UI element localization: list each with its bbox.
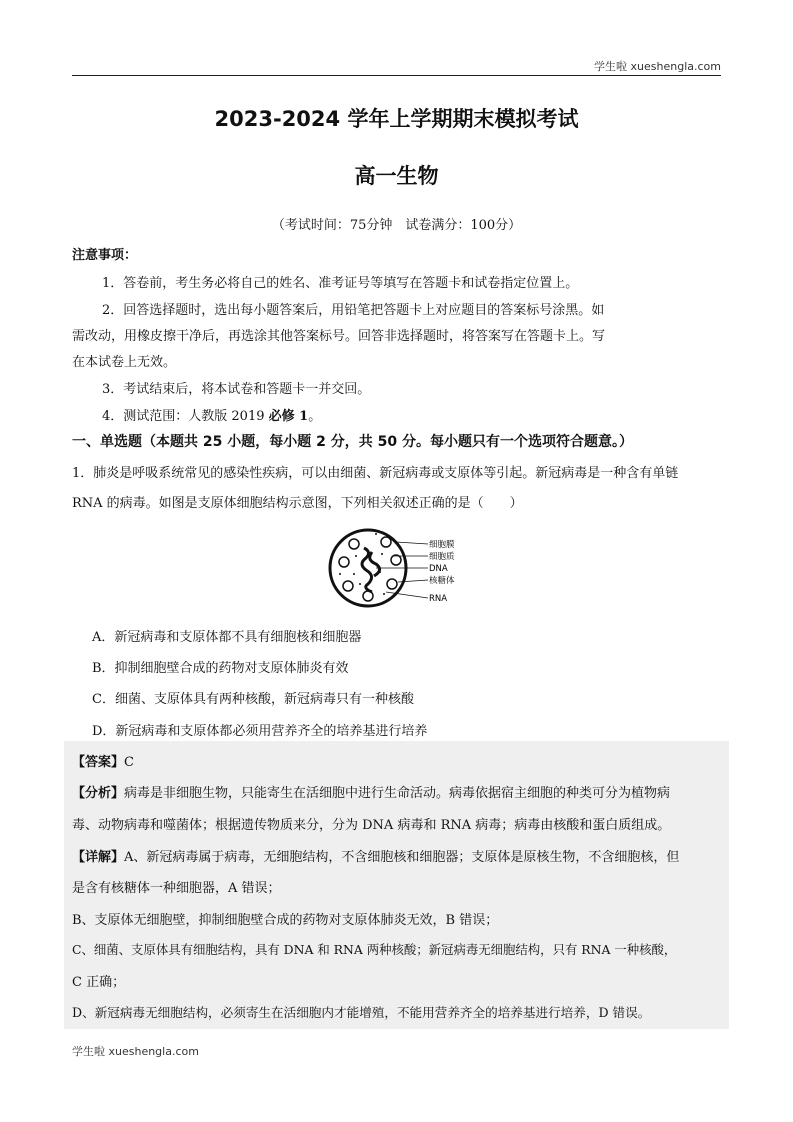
q1-answer <box>72 751 134 770</box>
footer-site: 学生啦 xueshengla.com <box>72 1045 199 1058</box>
exam-info: （考试时间：75分钟 试卷满分：100分） <box>271 218 522 233</box>
label-membrane: 细胞膜 <box>429 540 455 550</box>
label-ribosome: 核糖体 <box>429 576 455 586</box>
q1-detail-line-2: 是含有核糖体一种细胞器，A 错误； <box>72 881 281 896</box>
q1-detail-line-3: B、支原体无细胞壁，抑制细胞壁合成的药物对支原体肺炎无效，B 错误； <box>72 913 499 928</box>
q1-detail-line-4: C、细菌、支原体具有细胞结构，具有 DNA 和 RNA 两种核酸；新冠病毒无细胞结构，只有 RNA 一种核酸， <box>72 942 677 957</box>
header-rule <box>72 75 721 76</box>
mycoplasma-diagram <box>326 526 466 610</box>
q1-option-c: C．细菌、支原体具有两种核酸，新冠病毒只有一种核酸 <box>92 692 414 707</box>
label-cytoplasm: 细胞质 <box>429 552 455 562</box>
notes-item-4 <box>102 405 321 424</box>
q1-stem-line-1: 1．肺炎是呼吸系统常见的感染性疾病，可以由细菌、新冠病毒或支原体等引起。新冠病毒是一种含有单链 <box>72 466 679 481</box>
notes-item-1: 1．答卷前，考生务必将自己的姓名、准考证号等填写在答题卡和试卷指定位置上。 <box>102 276 579 291</box>
q1-detail-line-1 <box>72 846 679 865</box>
detail-label: 【详解】 <box>72 850 125 865</box>
q1-option-d: D．新冠病毒和支原体都必须用营养齐全的培养基进行培养 <box>92 724 428 739</box>
label-rna: RNA <box>429 594 448 604</box>
notes-item-2-line-2: 需改动，用橡皮擦干净后，再选涂其他答案标号。回答非选择题时，将答案写在答题卡上。写 <box>72 329 606 344</box>
detail-text-1: A、新冠病毒属于病毒，无细胞结构，不含细胞核和细胞器；支原体是原核生物，不含细胞核，但 <box>124 850 680 865</box>
q1-option-b: B．抑制细胞壁合成的药物对支原体肺炎有效 <box>92 661 349 676</box>
q1-stem-line-2: RNA 的病毒。如图是支原体细胞结构示意图，下列相关叙述正确的是（ ） <box>72 496 523 511</box>
notes-item-3: 3．考试结束后，将本试卷和答题卡一并交回。 <box>102 382 371 397</box>
header-site: 学生啦 xueshengla.com <box>594 60 721 73</box>
label-dna: DNA <box>429 564 448 574</box>
notes-item-4-end: 。 <box>308 409 322 424</box>
q1-option-a: A．新冠病毒和支原体都不具有细胞核和细胞器 <box>92 630 362 645</box>
q1-detail-line-5: C 正确； <box>72 975 126 990</box>
q1-analysis-line-1 <box>72 782 670 801</box>
section-heading: 一、单选题（本题共 25 小题，每小题 2 分，共 50 分。每小题只有一个选项符合题意。） <box>72 434 633 450</box>
notes-item-2-line-1: 2．回答选择题时，选出每小题答案后，用铅笔把答题卡上对应题目的答案标号涂黑。如 <box>102 303 605 318</box>
q1-detail-line-6: D、新冠病毒无细胞结构，必须寄生在活细胞内才能增殖，不能用营养齐全的培养基进行培养，D 错误。 <box>72 1005 651 1020</box>
answer-value: C <box>124 755 134 770</box>
analysis-text-1: 病毒是非细胞生物，只能寄生在活细胞中进行生命活动。病毒依据宿主细胞的种类可分为植物病 <box>124 786 671 801</box>
notes-item-2-line-3: 在本试卷上无效。 <box>72 355 177 370</box>
page-title: 2023-2024 学年上学期期末模拟考试 <box>214 107 579 131</box>
answer-label: 【答案】 <box>72 755 125 770</box>
notes-heading: 注意事项： <box>72 248 138 263</box>
notes-item-4-text: 4．测试范围：人教版 2019 <box>102 409 269 424</box>
notes-item-4-scope: 必修 1 <box>268 409 309 424</box>
analysis-label: 【分析】 <box>72 786 125 801</box>
q1-analysis-line-2: 毒、动物病毒和噬菌体；根据遗传物质来分，分为 DNA 病毒和 RNA 病毒；病毒由核酸和蛋白质组成。 <box>72 818 671 833</box>
subject-title: 高一生物 <box>354 164 439 188</box>
